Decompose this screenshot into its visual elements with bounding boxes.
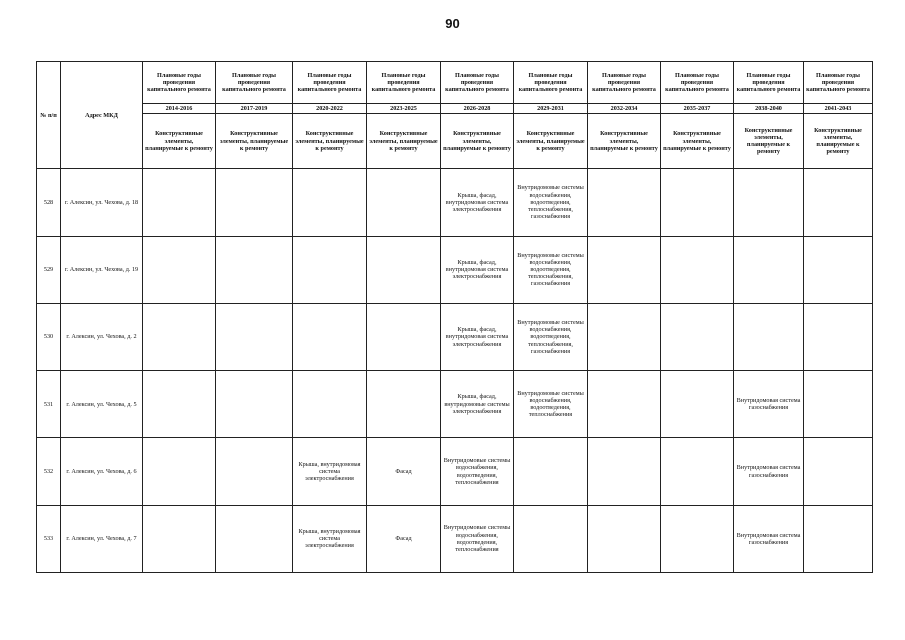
repair-elements-cell [661, 169, 734, 236]
row-number: 531 [37, 371, 61, 438]
repair-elements-cell [661, 303, 734, 370]
period-elements-header: Конструктивные элементы, планируемые к ремонту [143, 114, 216, 169]
period-title-header: Плановые годы проведения капитального ремонта [216, 62, 293, 104]
repair-elements-cell [661, 236, 734, 303]
repair-elements-cell: Крыша, фасад, внутридомовые системы электроснабжения [441, 371, 514, 438]
repair-elements-cell [367, 169, 441, 236]
period-years-header: 2041-2043 [804, 104, 873, 114]
repair-elements-cell [367, 371, 441, 438]
period-title-header: Плановые годы проведения капитального ремонта [514, 62, 588, 104]
repair-elements-cell [514, 438, 588, 505]
row-number: 532 [37, 438, 61, 505]
period-title-header: Плановые годы проведения капитального ремонта [441, 62, 514, 104]
repair-elements-cell [661, 505, 734, 572]
row-address: г. Алексин, ул. Чехова, д. 19 [61, 236, 143, 303]
period-title-header: Плановые годы проведения капитального ремонта [804, 62, 873, 104]
repair-elements-cell [661, 438, 734, 505]
period-years-header: 2038-2040 [734, 104, 804, 114]
repair-elements-cell [734, 303, 804, 370]
period-title-header: Плановые годы проведения капитального ремонта [367, 62, 441, 104]
repair-elements-cell [804, 303, 873, 370]
period-title-header: Плановые годы проведения капитального ремонта [588, 62, 661, 104]
period-years-header: 2026-2028 [441, 104, 514, 114]
repair-elements-cell [293, 236, 367, 303]
repair-elements-cell [804, 505, 873, 572]
repair-elements-cell: Внутридомовая система газоснабжения [734, 371, 804, 438]
period-title-header: Плановые годы проведения капитального ремонта [293, 62, 367, 104]
period-elements-header: Конструктивные элементы, планируемые к ремонту [367, 114, 441, 169]
period-elements-header: Конструктивные элементы, планируемые к ремонту [216, 114, 293, 169]
table-row [37, 303, 873, 370]
repair-elements-cell [216, 236, 293, 303]
repair-elements-cell [216, 438, 293, 505]
row-address: г. Алексин, ул. Чехова, д. 6 [61, 438, 143, 505]
repair-elements-cell [514, 505, 588, 572]
period-elements-header: Конструктивные элементы, планируемые к ремонту [661, 114, 734, 169]
period-elements-header: Конструктивные элементы, планируемые к ремонту [734, 114, 804, 169]
repair-elements-cell [588, 438, 661, 505]
period-years-header: 2023-2025 [367, 104, 441, 114]
period-title-header: Плановые годы проведения капитального ремонта [661, 62, 734, 104]
repair-elements-cell: Внутридомовые системы водоснабжения, водоотведения, теплоснабжения, газоснабжения [514, 236, 588, 303]
row-number: 528 [37, 169, 61, 236]
repair-elements-cell [293, 169, 367, 236]
row-address: г. Алексин, ул. Чехова, д. 5 [61, 371, 143, 438]
repair-elements-cell [216, 505, 293, 572]
num-column-header: № п/п [37, 62, 61, 169]
repair-elements-cell [367, 303, 441, 370]
repair-elements-cell [588, 303, 661, 370]
repair-elements-cell [143, 236, 216, 303]
repair-elements-cell: Внутридомовые системы водоснабжения, водоотведения, теплоснабжения, газоснабжения [514, 169, 588, 236]
repair-elements-cell [216, 371, 293, 438]
period-title-header: Плановые годы проведения капитального ремонта [734, 62, 804, 104]
repair-elements-cell [143, 303, 216, 370]
capital-repair-table [36, 61, 873, 573]
row-number: 533 [37, 505, 61, 572]
repair-elements-cell [588, 371, 661, 438]
repair-elements-cell: Крыша, фасад, внутридомовая система электроснабжения [441, 236, 514, 303]
repair-elements-cell [588, 169, 661, 236]
repair-elements-cell [588, 236, 661, 303]
repair-elements-cell: Внутридомовая система газоснабжения [734, 438, 804, 505]
repair-elements-cell [661, 371, 734, 438]
repair-elements-cell: Крыша, фасад, внутридомовая система электроснабжения [441, 169, 514, 236]
table-header [37, 62, 873, 169]
period-title-header: Плановые годы проведения капитального ремонта [143, 62, 216, 104]
table-row [37, 236, 873, 303]
table-row [37, 169, 873, 236]
period-elements-header: Конструктивные элементы, планируемые к ремонту [441, 114, 514, 169]
row-address: г. Алексин, ул. Чехова, д. 7 [61, 505, 143, 572]
repair-elements-cell: Фасад [367, 505, 441, 572]
period-years-header: 2029-2031 [514, 104, 588, 114]
period-elements-header: Конструктивные элементы, планируемые к ремонту [293, 114, 367, 169]
repair-elements-cell [143, 371, 216, 438]
period-elements-header: Конструктивные элементы, планируемые к ремонту [588, 114, 661, 169]
repair-elements-cell [293, 371, 367, 438]
repair-elements-cell: Крыша, внутридомовая система электроснабжения [293, 505, 367, 572]
repair-elements-cell [216, 303, 293, 370]
table-row [37, 438, 873, 505]
repair-elements-cell [143, 438, 216, 505]
repair-elements-cell [804, 371, 873, 438]
repair-elements-cell: Внутридомовые системы водоснабжения, водоотведения, теплоснабжения, газоснабжения [514, 303, 588, 370]
period-years-header: 2017-2019 [216, 104, 293, 114]
repair-elements-cell: Внутридомовые системы водоснабжения, водоотведения, теплоснабжения [441, 438, 514, 505]
repair-elements-cell: Крыша, внутридомовая система электроснабжения [293, 438, 367, 505]
period-years-header: 2032-2034 [588, 104, 661, 114]
repair-elements-cell [367, 236, 441, 303]
repair-elements-cell: Внутридомовые системы водоснабжения, водоотведения, теплоснабжения [514, 371, 588, 438]
repair-elements-cell [293, 303, 367, 370]
repair-elements-cell [804, 169, 873, 236]
row-number: 529 [37, 236, 61, 303]
table-body [37, 169, 873, 573]
repair-elements-cell: Внутридомовые системы водоснабжения, водоотведения, теплоснабжения [441, 505, 514, 572]
table-row [37, 505, 873, 572]
row-address: г. Алексин, ул. Чехова, д. 18 [61, 169, 143, 236]
period-elements-header: Конструктивные элементы, планируемые к ремонту [514, 114, 588, 169]
period-years-header: 2020-2022 [293, 104, 367, 114]
repair-elements-cell [143, 169, 216, 236]
row-number: 530 [37, 303, 61, 370]
period-years-header: 2014-2016 [143, 104, 216, 114]
repair-elements-cell [216, 169, 293, 236]
repair-elements-cell [734, 236, 804, 303]
page-number: 90 [445, 16, 460, 31]
repair-elements-cell [734, 169, 804, 236]
repair-elements-cell [143, 505, 216, 572]
repair-elements-cell: Внутридомовая система газоснабжения [734, 505, 804, 572]
repair-elements-cell: Фасад [367, 438, 441, 505]
repair-elements-cell: Крыша, фасад, внутридомовая система электроснабжения [441, 303, 514, 370]
row-address: г. Алексин, ул. Чехова, д. 2 [61, 303, 143, 370]
table-row [37, 371, 873, 438]
repair-elements-cell [804, 236, 873, 303]
repair-elements-cell [588, 505, 661, 572]
address-column-header: Адрес МКД [61, 62, 143, 169]
period-elements-header: Конструктивные элементы, планируемые к ремонту [804, 114, 873, 169]
period-years-header: 2035-2037 [661, 104, 734, 114]
repair-elements-cell [804, 438, 873, 505]
